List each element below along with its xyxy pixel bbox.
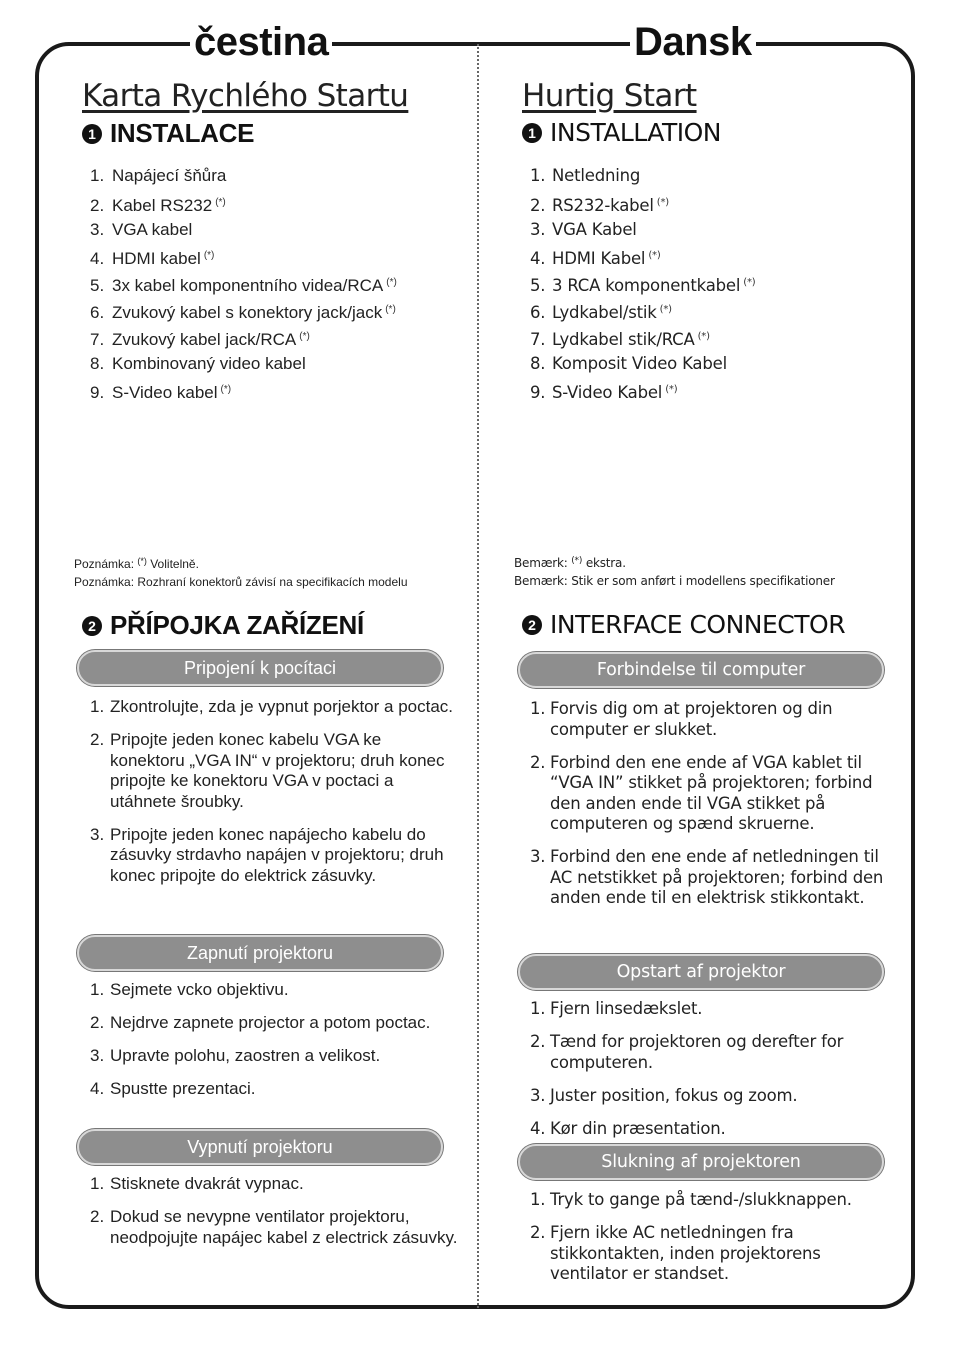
step-item: [530, 1032, 900, 1073]
item-text: Stisknete dvakrát vypnac.: [110, 1174, 304, 1193]
step-item: [530, 847, 900, 909]
installation-list: [530, 163, 755, 404]
subheading-bar-power-off: Vypnutí projektoru: [77, 1129, 443, 1165]
optional-mark: (*): [656, 196, 669, 208]
step-item: [530, 1119, 900, 1140]
item-number: 8.: [530, 353, 546, 373]
step-item: [90, 730, 460, 812]
list-item: [90, 377, 397, 404]
item-text: Tryk to gange på tænd-/slukknappen.: [550, 1190, 852, 1209]
item-number: 3.: [90, 219, 105, 239]
steps-computer: [530, 699, 900, 921]
item-text: Zvukový kabel s konektory jack/jack: [112, 302, 383, 322]
optional-mark: (*): [697, 330, 710, 342]
item-number: 8.: [90, 353, 105, 373]
item-text: Tænd for projektoren og derefter for computeren.: [550, 1032, 844, 1072]
item-text: Nejdrve zapnete projector a potom poctac.: [110, 1013, 431, 1032]
subheading-bar-computer: Forbindelse til computer: [518, 652, 884, 688]
item-text: Dokud se nevypne ventilator projektoru, neodpojujte napájec kabel z electrick zásuvky.: [110, 1207, 458, 1247]
subheading-bar-power-on: Opstart af projektor: [518, 954, 884, 990]
item-text: HDMI kabel: [112, 249, 201, 269]
item-text: Upravte polohu, zaostren a velikost.: [110, 1046, 381, 1065]
step-item: [90, 697, 460, 718]
list-item: [90, 243, 397, 270]
item-number: 1.: [90, 980, 105, 999]
list-item: [90, 324, 397, 351]
optional-mark: (*): [659, 303, 672, 315]
section-installation-heading: [82, 118, 254, 149]
note-optional: Poznámka: (*) Volitelně.: [74, 556, 199, 571]
item-number: 4.: [90, 1079, 105, 1098]
item-number: 2.: [90, 1013, 105, 1032]
list-item: [530, 190, 755, 217]
list-item: [530, 324, 755, 351]
optional-mark: (*): [665, 384, 678, 396]
quick-start-title: Hurtig Start: [522, 78, 697, 114]
item-number: 2.: [90, 730, 105, 749]
step-item: [530, 1190, 900, 1211]
list-item: [90, 297, 397, 324]
item-number: 1.: [530, 999, 546, 1018]
notes: [74, 552, 408, 591]
list-item: [90, 163, 397, 190]
subheading-bar-power-off: Slukning af projektoren: [518, 1144, 884, 1180]
note-connectors: Bemærk: Stik er som anført i modellens specifikationer: [514, 574, 835, 588]
item-number: 2.: [90, 1207, 105, 1226]
list-item: [530, 217, 755, 244]
item-text: Forbind den ene ende af netledningen til AC netstikket på projektoren; forbind den anden ende til en elektrisk stikkontakt.: [550, 847, 884, 907]
item-text: Kombinovaný video kabel: [112, 353, 306, 373]
subheading-bar-power-on: Zapnutí projektoru: [77, 935, 443, 971]
step-item: [90, 1079, 460, 1100]
item-number: 2.: [530, 1223, 546, 1242]
section-connector-heading: [82, 610, 364, 641]
item-text: Spustte prezentaci.: [110, 1079, 256, 1098]
optional-mark: (*): [743, 277, 756, 289]
list-item: [90, 351, 397, 378]
item-number: 2.: [530, 1032, 546, 1051]
item-number: 4.: [90, 249, 105, 269]
item-number: 1.: [90, 697, 105, 716]
item-number: 3.: [90, 1046, 105, 1065]
steps-power-on: [90, 980, 460, 1112]
item-text: Forvis dig om at projektoren og din computer er slukket.: [550, 699, 833, 739]
list-item: [90, 190, 397, 217]
quick-start-title: Karta Rychlého Startu: [82, 78, 409, 114]
section-number-icon: 2: [522, 615, 542, 635]
section-title: PŘÍPOJKA ZAŘÍZENÍ: [110, 610, 364, 640]
steps-power-off: [90, 1174, 460, 1261]
step-item: [530, 1086, 900, 1107]
item-number: 5.: [90, 276, 105, 296]
item-text: Kabel RS232: [112, 195, 213, 215]
optional-mark: (*): [203, 250, 215, 262]
step-item: [90, 1046, 460, 1067]
list-item: [530, 243, 755, 270]
item-number: 1.: [90, 166, 105, 185]
item-text: Juster position, fokus og zoom.: [550, 1085, 798, 1105]
item-text: Zkontrolujte, zda je vypnut porjektor a poctac.: [110, 697, 454, 716]
item-number: 3.: [530, 1085, 546, 1105]
step-item: [90, 1207, 460, 1248]
language-title-czech: čestina: [190, 20, 332, 64]
subheading-bar-computer: Pripojení k pocítaci: [77, 650, 443, 686]
step-item: [90, 980, 460, 1001]
item-number: 3.: [530, 847, 546, 866]
step-item: [530, 999, 900, 1020]
item-number: 7.: [90, 329, 105, 349]
item-number: 9.: [90, 383, 105, 403]
item-number: 9.: [530, 383, 546, 403]
item-text: Pripojte jeden konec napájecho kabelu do zásuvky strdavho napájen v projektoru; druh konec pripojte do elektrick zásuvky.: [110, 824, 444, 885]
step-item: [530, 753, 900, 835]
item-text: 3x kabel komponentního videa/RCA: [112, 276, 384, 296]
steps-computer: [90, 697, 460, 899]
item-text: Pripojte jeden konec kabelu VGA ke konektoru „VGA IN“ v projektoru; druh konec pripojte ke konektoru VGA v poctaci a utáhnete šroubky.: [110, 730, 445, 811]
item-text: Fjern ikke AC netledningen fra stikkontakten, inden projektorens ventilator er standset.: [550, 1223, 821, 1283]
item-number: 6.: [90, 302, 105, 322]
list-item: [530, 270, 755, 297]
section-connector-heading: [522, 610, 845, 639]
item-text: 3 RCA komponentkabel: [552, 276, 741, 296]
installation-list: [90, 163, 397, 404]
optional-mark: (*): [648, 250, 661, 262]
item-text: Forbind den ene ende af VGA kablet til “VGA IN” stikket på projektoren; forbind den anden ende til VGA stikket på computeren og spænd skruerne.: [550, 752, 873, 833]
item-text: Lydkabel/stik: [552, 302, 657, 322]
item-text: VGA Kabel: [552, 219, 637, 239]
item-number: 6.: [530, 302, 546, 322]
optional-mark: (*): [386, 277, 397, 289]
item-number: 4.: [530, 1118, 546, 1138]
item-text: Netledning: [552, 166, 641, 185]
item-text: Sejmete vcko objektivu.: [110, 980, 289, 999]
item-text: Kør din præsentation.: [550, 1118, 726, 1138]
optional-mark: (*): [220, 384, 232, 396]
item-text: S-Video kabel: [112, 383, 218, 403]
item-number: 7.: [530, 329, 546, 349]
step-item: [530, 699, 900, 740]
item-number: 4.: [530, 249, 546, 269]
optional-mark: (*): [385, 303, 396, 315]
section-number-icon: 1: [82, 124, 102, 144]
item-number: 3.: [90, 824, 105, 844]
item-text: Fjern linsedækslet.: [550, 999, 703, 1018]
item-text: VGA kabel: [112, 219, 193, 239]
item-text: Lydkabel stik/RCA: [552, 329, 695, 349]
step-item: [90, 1013, 460, 1034]
section-number-icon: 1: [522, 123, 542, 143]
item-text: Komposit Video Kabel: [552, 353, 727, 373]
steps-power-off: [530, 1190, 900, 1297]
item-number: 3.: [530, 219, 546, 239]
item-text: Napájecí šňůra: [112, 166, 227, 185]
list-item: [530, 297, 755, 324]
item-number: 2.: [530, 752, 546, 772]
optional-mark: (*): [299, 330, 310, 342]
item-text: HDMI Kabel: [552, 249, 646, 269]
section-installation-heading: [522, 118, 721, 147]
list-item: [90, 217, 397, 244]
section-title: INSTALACE: [110, 118, 255, 148]
notes: [514, 552, 835, 590]
item-number: 2.: [90, 195, 105, 215]
item-text: Zvukový kabel jack/RCA: [112, 329, 297, 349]
column-divider: [477, 44, 479, 1308]
optional-mark: (*): [215, 196, 226, 208]
step-item: [90, 1174, 460, 1195]
section-title: INSTALLATION: [550, 118, 721, 147]
steps-power-on: [530, 999, 900, 1152]
list-item: [90, 270, 397, 297]
list-item: [530, 351, 755, 378]
item-number: 1.: [530, 1190, 546, 1209]
step-item: [90, 825, 460, 887]
item-number: 2.: [530, 195, 546, 215]
item-text: RS232-kabel: [552, 195, 654, 215]
step-item: [530, 1223, 900, 1285]
item-text: S-Video Kabel: [552, 383, 663, 403]
list-item: [530, 163, 755, 190]
item-number: 5.: [530, 276, 546, 296]
section-number-icon: 2: [82, 616, 102, 636]
note-connectors: Poznámka: Rozhraní konektorů závisí na specifikacích modelu: [74, 575, 408, 589]
item-number: 1.: [90, 1174, 105, 1193]
section-title: INTERFACE CONNECTOR: [550, 610, 846, 639]
item-number: 1.: [530, 699, 546, 718]
item-number: 1.: [530, 166, 546, 185]
note-optional: Bemærk: (*) ekstra.: [514, 556, 626, 570]
list-item: [530, 377, 755, 404]
language-title-danish: Dansk: [630, 20, 756, 64]
